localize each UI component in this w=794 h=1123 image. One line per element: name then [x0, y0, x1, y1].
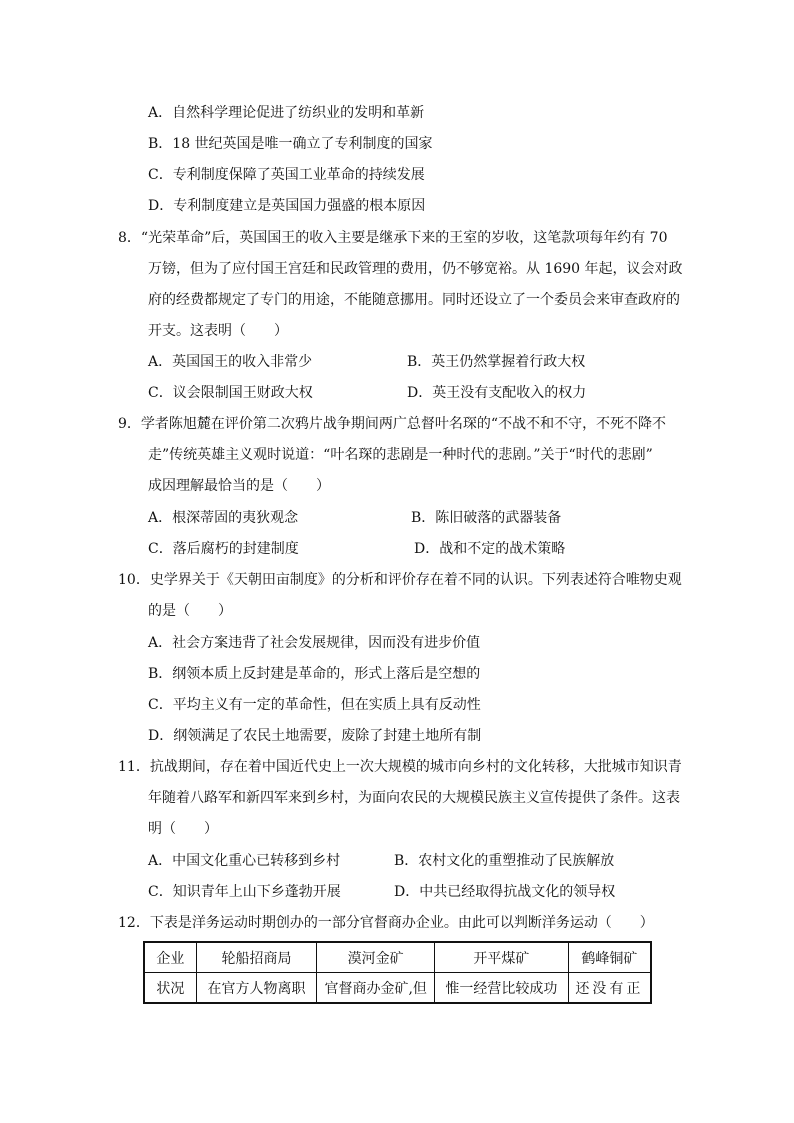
q11-option-d: D．中共已经取得抗战文化的领导权 [394, 884, 616, 900]
q7-option-b: B．18 世纪英国是唯一确立了专利制度的国家 [148, 136, 433, 152]
table-cell: 鹤峰铜矿 [568, 942, 651, 973]
q11-option-a: A．中国文化重心已转移到乡村 [148, 853, 341, 869]
q8-option-c: C．议会限制国王财政大权 [148, 385, 313, 401]
table-cell: 开平煤矿 [434, 942, 568, 973]
table-header-row [144, 942, 651, 973]
table-cell: 轮船招商局 [196, 942, 317, 973]
q11-option-c: C．知识青年上山下乡蓬勃开展 [148, 884, 341, 900]
q11-stem-line-3: 明（ ） [148, 821, 218, 837]
table-cell: 企业 [144, 942, 196, 973]
q8-stem-line-3: 府的经费都规定了专门的用途，不能随意挪用。同时还设立了一个委员会来审查政府的 [148, 292, 680, 308]
q9-option-a: A．根深蒂固的夷狄观念 [148, 510, 299, 526]
q9-stem-line-2: 走”传统英雄主义观时说道：“叶名琛的悲剧是一种时代的悲剧。”关于“时代的悲剧” [148, 447, 653, 463]
q8-stem-line-2: 万镑，但为了应付国王宫廷和民政管理的费用，仍不够宽裕。从 1690 年起，议会对政 [148, 261, 683, 277]
q9-option-d: D．战和不定的战术策略 [414, 541, 566, 557]
table-cell: 在官方人物离职 [196, 973, 317, 1004]
q11-stem-line-1: 11．抗战期间，存在着中国近代史上一次大规模的城市向乡村的文化转移，大批城市知识青 [118, 759, 682, 775]
q10-option-b: B．纲领本质上反封建是革命的，形式上落后是空想的 [148, 666, 481, 682]
q8-option-a: A．英国国王的收入非常少 [148, 354, 313, 370]
q7-option-d: D．专利制度建立是英国国力强盛的根本原因 [148, 198, 426, 214]
table-cell: 惟一经营比较成功 [434, 973, 568, 1004]
table-row [144, 973, 651, 1004]
q7-option-a: A．自然科学理论促进了纺织业的发明和革新 [148, 105, 425, 121]
q8-stem-line-4: 开支。这表明（ ） [148, 323, 288, 339]
q10-option-a: A．社会方案违背了社会发展规律，因而没有进步价值 [148, 635, 481, 651]
q9-stem-line-3: 成因理解最恰当的是（ ） [148, 478, 330, 494]
q10-stem-line-2: 的是（ ） [148, 603, 232, 619]
q9-stem-line-1: 9．学者陈旭麓在评价第二次鸦片战争期间两广总督叶名琛的“不战不和不守，不死不降不 [118, 416, 667, 432]
table-cell: 官督商办金矿,但 [317, 973, 435, 1004]
table-cell: 还没有正 [568, 973, 651, 1004]
q8-stem-line-1: 8．“光荣革命”后，英国国王的收入主要是继承下来的王室的岁收，这笔款项每年约有 70 [118, 230, 668, 246]
q7-option-c: C．专利制度保障了英国工业革命的持续发展 [148, 167, 425, 183]
table-cell: 状况 [144, 973, 196, 1004]
table-cell: 漠河金矿 [317, 942, 435, 973]
q10-option-c: C．平均主义有一定的革命性，但在实质上具有反动性 [148, 697, 481, 713]
q11-option-b: B．农村文化的重塑推动了民族解放 [394, 853, 615, 869]
q11-stem-line-2: 年随着八路军和新四军来到乡村，为面向农民的大规模民族主义宣传提供了条件。这表 [148, 790, 680, 806]
q8-option-d: D．英王没有支配收入的权力 [407, 385, 587, 401]
q8-option-b: B．英王仍然掌握着行政大权 [407, 354, 586, 370]
enterprise-table [143, 941, 652, 1004]
q10-stem-line-1: 10．史学界关于《天朝田亩制度》的分析和评价存在着不同的认识。下列表述符合唯物史观 [118, 572, 682, 588]
q9-option-b: B．陈旧破落的武器装备 [411, 510, 562, 526]
q9-option-c: C．落后腐朽的封建制度 [148, 541, 299, 557]
q10-option-d: D．纲领满足了农民土地需要，废除了封建土地所有制 [148, 728, 482, 744]
q12-stem: 12．下表是洋务运动时期创办的一部分官督商办企业。由此可以判断洋务运动（ ） [118, 915, 654, 931]
